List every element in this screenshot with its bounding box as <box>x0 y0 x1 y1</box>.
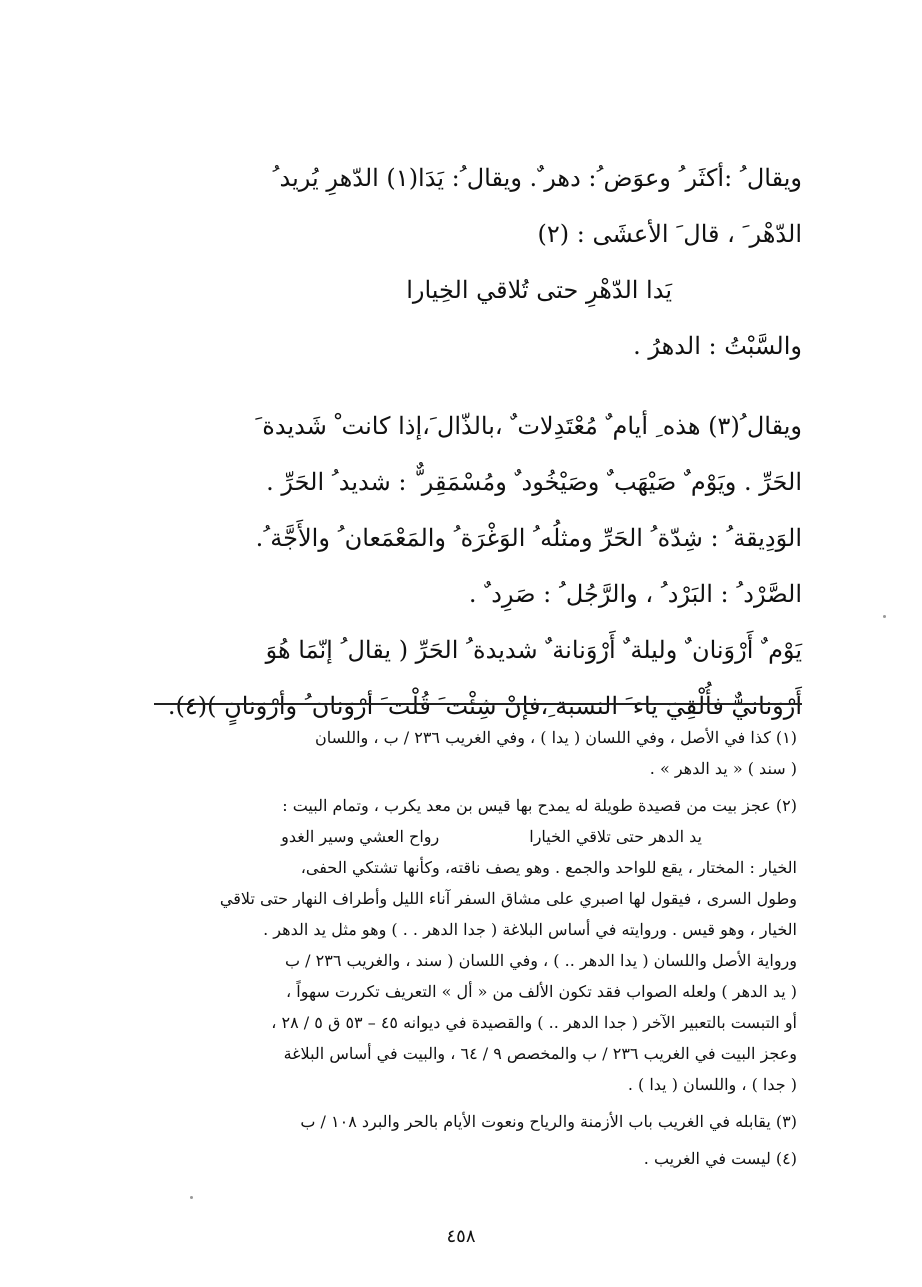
footnotes <box>130 722 797 1174</box>
text-line: ويقال ُ :أكثَر ُ وعوَض ُ: دهر ٌ. ويقال ُ: يَدَا(١) الدّهرِ يُريد ُ <box>272 164 802 192</box>
footnote-line: ( سند ) « يد الدهر » . <box>649 759 797 778</box>
text-line: الدّهْر َ ، قال َ الأعشَى : (٢) <box>537 220 802 248</box>
footnote-line: وعجز البيت في الغريب ٢٣٦ / ب والمخصص ٩ / ٦٤ ، والبيت في أساس البلاغة <box>283 1044 797 1063</box>
footnote-line: (٢) عجز بيت من قصيدة طويلة له يمدح بها قيس بن معد يكرب ، وتمام البيت : <box>282 796 797 815</box>
footnote-line: (٣) يقابله في الغريب باب الأزمنة والرياح ونعوت الأيام بالحر والبرد ١٠٨ / ب <box>300 1112 797 1131</box>
text-line: الحَرِّ . ويَوْم ٌ صَيْهَب ٌ وصَيْخُود ٌ ومُسْمَقِر ٌّ : شديد ُ الحَرِّ . <box>266 468 802 496</box>
footnote-line: (٤) ليست في الغريب . <box>643 1149 797 1168</box>
verse-second-hemistich: رواح العشي وسير الغدو <box>281 827 440 846</box>
footnote-line: الخيار ، وهو قيس . وروايته في أساس البلاغة ( جدا الدهر . . ) وهو مثل يد الدهر . <box>263 920 797 939</box>
text-line: ويقال ُ(٣) هذه ِ أيام ٌ مُعْتَدِلات ٌ ،بالذّال َ،إذا كانت ْ شَديدة َ <box>255 412 802 440</box>
footnote-line: وطول السرى ، فيقول لها اصبري على مشاق السفر آناء الليل وأطراف النهار حتى تلاقي <box>219 889 797 908</box>
footnote-line: ورواية الأصل واللسان ( يدا الدهر .. ) ، وفي اللسان ( سند ، والغريب ٢٣٦ / ب <box>285 951 797 970</box>
main-text <box>130 150 802 734</box>
footnote-line: ( يد الدهر ) ولعله الصواب فقد تكون الألف من « أل » التعريف تكررت سهواً ، <box>286 982 797 1001</box>
footnote-divider <box>154 703 802 705</box>
text-line: الصَّرْد ُ : البَرْد ُ ، والرَّجُل ُ : صَرِد ٌ . <box>468 580 802 608</box>
footnote-line: الخيار : المختار ، يقع للواحد والجمع . وهو يصف ناقته، وكأنها تشتكي الحفى، <box>300 858 797 877</box>
text-line: يَوْم ٌ أَرْوَنان ٌ وليلة ٌ أَرْوَنانة ٌ شديدة ُ الحَرِّ ( يقال ُ إنّمَا هُوَ <box>265 636 802 664</box>
text-line: والسَّبْتُ : الدهرُ . <box>633 332 802 360</box>
verse-first-hemistich: يد الدهر حتى تلاقي الخيارا <box>529 827 702 846</box>
footnote-line: أو التبست بالتعبير الآخر ( جدا الدهر .. ) والقصيدة في ديوانه ٤٥ – ٥٣ ق ٥ / ٢٨ ، <box>271 1013 797 1032</box>
footnote-verse <box>130 821 797 852</box>
scan-speck <box>190 1196 193 1199</box>
scan-speck <box>883 615 886 618</box>
poetry-verse: يَدا الدّهْرِ حتى تُلاقي الخِيارا <box>406 276 672 304</box>
text-line: الوَدِيقة ُ : شِدّة ُ الحَرِّ ومثلُه ُ الوَغْرَة ُ والمَعْمَعان ُ والأَجَّة ُ. <box>255 524 802 552</box>
page-number: ٤٥٨ <box>446 1226 476 1247</box>
footnote-line: ( جدا ) ، واللسان ( يدا ) . <box>627 1075 797 1094</box>
paragraph-gap <box>130 374 802 398</box>
footnote-line: (١) كذا في الأصل ، وفي اللسان ( يدا ) ، وفي الغريب ٢٣٦ / ب ، واللسان <box>315 728 797 747</box>
text-line: أَرْوَنانيٌّ فأُلْقِيَ ياء َ النسبة ِ،فإنْ شِئْت َ قُلْت َ أرْوَنان ُ وأرْوَنانٍ )(٤). <box>167 692 802 720</box>
